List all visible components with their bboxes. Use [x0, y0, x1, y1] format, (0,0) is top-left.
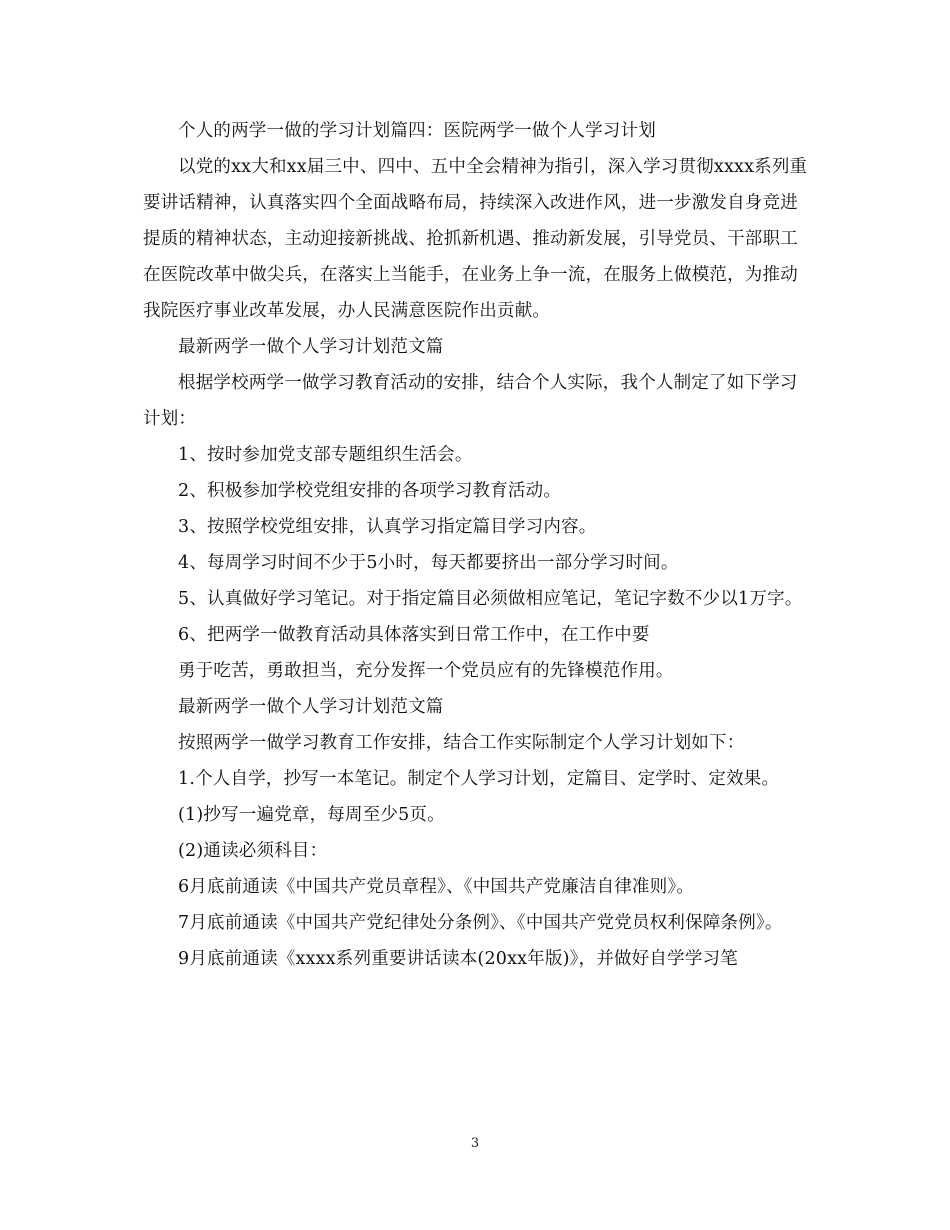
list-item-6: 6、把两学一做教育活动具体落实到日常工作中，在工作中要 — [178, 625, 650, 645]
page-number: 3 — [470, 1136, 480, 1151]
paragraph-plan-intro-two: 按照两学一做学习教育工作安排，结合工作实际制定个人学习计划如下： — [178, 733, 745, 753]
reading-september: 9月底前通读《xxxx系列重要讲话读本(20xx年版)》，并做好自学学习笔 — [178, 949, 738, 969]
sub-item-1: (1)抄写一遍党章，每周至少5页。 — [178, 805, 445, 825]
list-item-1: 1、按时参加党支部专题组织生活会。 — [178, 445, 473, 465]
document-body — [143, 113, 808, 977]
paragraph-plan-intro: 根据学校两学一做学习教育活动的安排，结合个人实际，我个人制定了如下学习计划： — [143, 373, 798, 429]
paragraph-continuation: 勇于吃苦，勇敢担当，充分发挥一个党员应有的先锋模范作用。 — [178, 661, 674, 681]
reading-july: 7月底前通读《中国共产党纪律处分条例》、《中国共产党党员权利保障条例》。 — [178, 913, 783, 933]
list-item-4: 4、每周学习时间不少于5小时，每天都要挤出一部分学习时间。 — [178, 553, 679, 573]
list-item-self-study: 1.个人自学，抄写一本笔记。制定个人学习计划，定篇目、定学时、定效果。 — [178, 769, 780, 789]
sub-item-2: (2)通读必须科目： — [178, 841, 328, 861]
list-item-5: 5、认真做好学习笔记。对于指定篇目必须做相应笔记，笔记字数不少以1万字。 — [178, 589, 803, 609]
paragraph-intro: 以党的xx大和xx届三中、四中、五中全会精神为指引，深入学习贯彻xxxx系列重要讲话精神，认真落实四个全面战略布局，持续深入改进作风，进一步激发自身竞进提质的精神状态，主动迎接新挑战、抢抓新机遇、推动新发展，引导党员、干部职工在医院改革中做尖兵，在落实上当能手，在业务上争一流，在服务上做模范，为推动我院医疗事业改革发展，办人民满意医院作出贡献。 — [143, 157, 808, 321]
reading-june: 6月底前通读《中国共产党员章程》、《中国共产党廉洁自律准则》。 — [178, 877, 695, 897]
paragraph-heading-section-four: 个人的两学一做的学习计划篇四：医院两学一做个人学习计划 — [178, 121, 656, 141]
list-item-3: 3、按照学校党组安排，认真学习指定篇目学习内容。 — [178, 517, 597, 537]
paragraph-heading-sample-one: 最新两学一做个人学习计划范文篇 — [178, 337, 444, 357]
paragraph-heading-sample-two: 最新两学一做个人学习计划范文篇 — [178, 697, 444, 717]
list-item-2: 2、积极参加学校党组安排的各项学习教育活动。 — [178, 481, 562, 501]
